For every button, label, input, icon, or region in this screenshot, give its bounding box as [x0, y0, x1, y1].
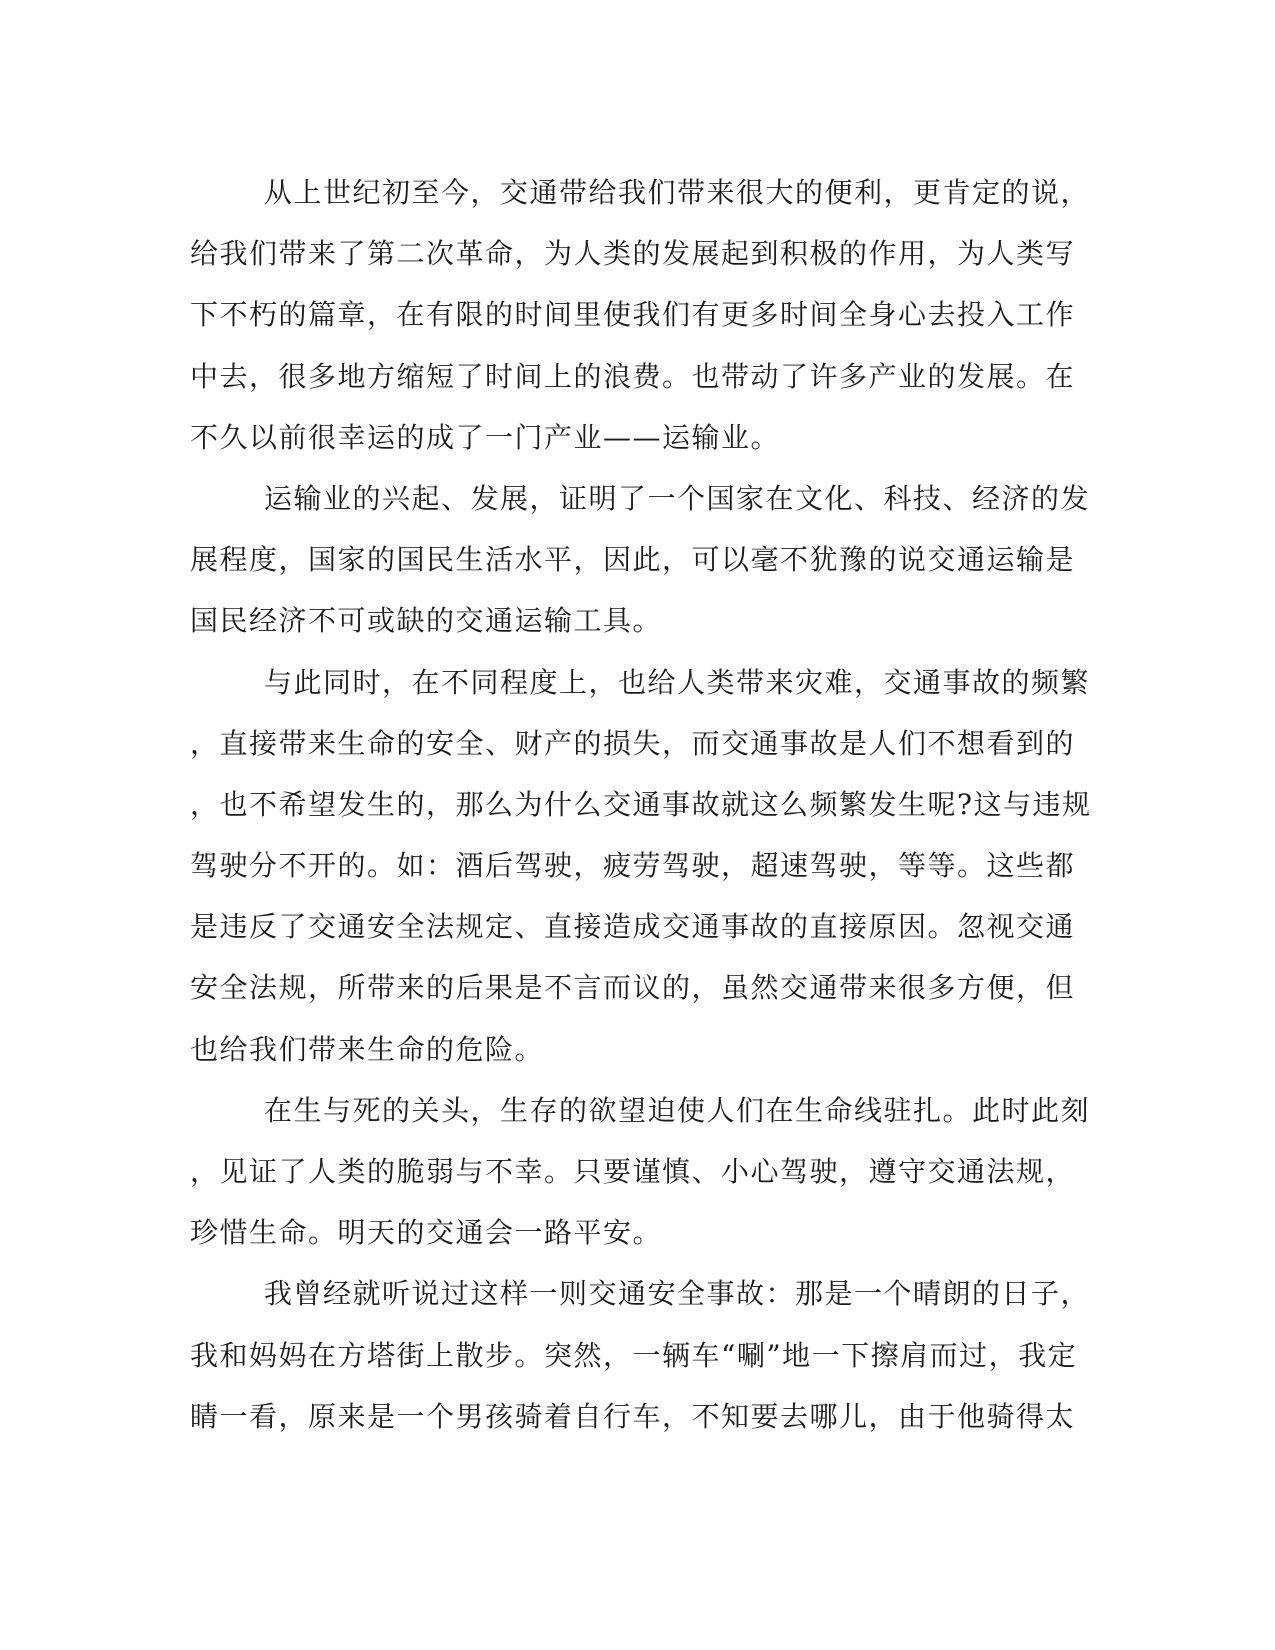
text-line: ，也不希望发生的，那么为什么交通事故就这么频繁发生呢?这与违规 [190, 787, 1092, 821]
text-line: 驾驶分不开的。如：酒后驾驶，疲劳驾驶，超速驾驶，等等。这些都 [190, 849, 1076, 883]
text-line: 国民经济不可或缺的交通运输工具。 [190, 604, 663, 638]
text-line: 睛一看，原来是一个男孩骑着自行车，不知要去哪儿，由于他骑得太 [190, 1399, 1076, 1433]
text-line: 安全法规，所带来的后果是不言而议的，虽然交通带来很多方便，但 [190, 971, 1076, 1005]
text-line: 与此同时，在不同程度上，也给人类带来灾难，交通事故的频繁 [264, 665, 1091, 699]
text-line: 我曾经就听说过这样一则交通安全事故：那是一个晴朗的日子， [264, 1277, 1091, 1311]
text-line: 展程度，国家的国民生活水平，因此，可以毫不犹豫的说交通运输是 [190, 543, 1076, 577]
paragraph-3 [190, 652, 1090, 1080]
body-text [190, 162, 1090, 1447]
text-line: 给我们带来了第二次革命，为人类的发展起到积极的作用，为人类写 [190, 237, 1076, 271]
text-line: 也给我们带来生命的危险。 [190, 1032, 545, 1066]
paragraph-5 [190, 1263, 1090, 1447]
text-line: 我和妈妈在方塔街上散步。突然，一辆车“唰”地一下擦肩而过，我定 [190, 1338, 1078, 1372]
paragraph-4 [190, 1080, 1090, 1264]
text-line: 下不朽的篇章，在有限的时间里使我们有更多时间全身心去投入工作 [190, 298, 1076, 332]
text-line: 从上世纪初至今，交通带给我们带来很大的便利，更肯定的说， [264, 176, 1091, 209]
text-line: 是违反了交通安全法规定、直接造成交通事故的直接原因。忽视交通 [190, 910, 1076, 944]
paragraph-2 [190, 468, 1090, 652]
text-line: 中去，很多地方缩短了时间上的浪费。也带动了许多产业的发展。在 [190, 359, 1076, 393]
text-line: 不久以前很幸运的成了一门产业——运输业。 [190, 420, 781, 454]
text-line: ，直接带来生命的安全、财产的损失，而交通事故是人们不想看到的 [190, 726, 1076, 760]
text-line: ，见证了人类的脆弱与不幸。只要谨慎、小心驾驶，遵守交通法规， [190, 1155, 1076, 1188]
text-line: 在生与死的关头，生存的欲望迫使人们在生命线驻扎。此时此刻 [264, 1093, 1091, 1127]
paragraph-1 [190, 162, 1090, 468]
text-line: 珍惜生命。明天的交通会一路平安。 [190, 1216, 663, 1250]
text-line: 运输业的兴起、发展，证明了一个国家在文化、科技、经济的发 [264, 481, 1091, 515]
